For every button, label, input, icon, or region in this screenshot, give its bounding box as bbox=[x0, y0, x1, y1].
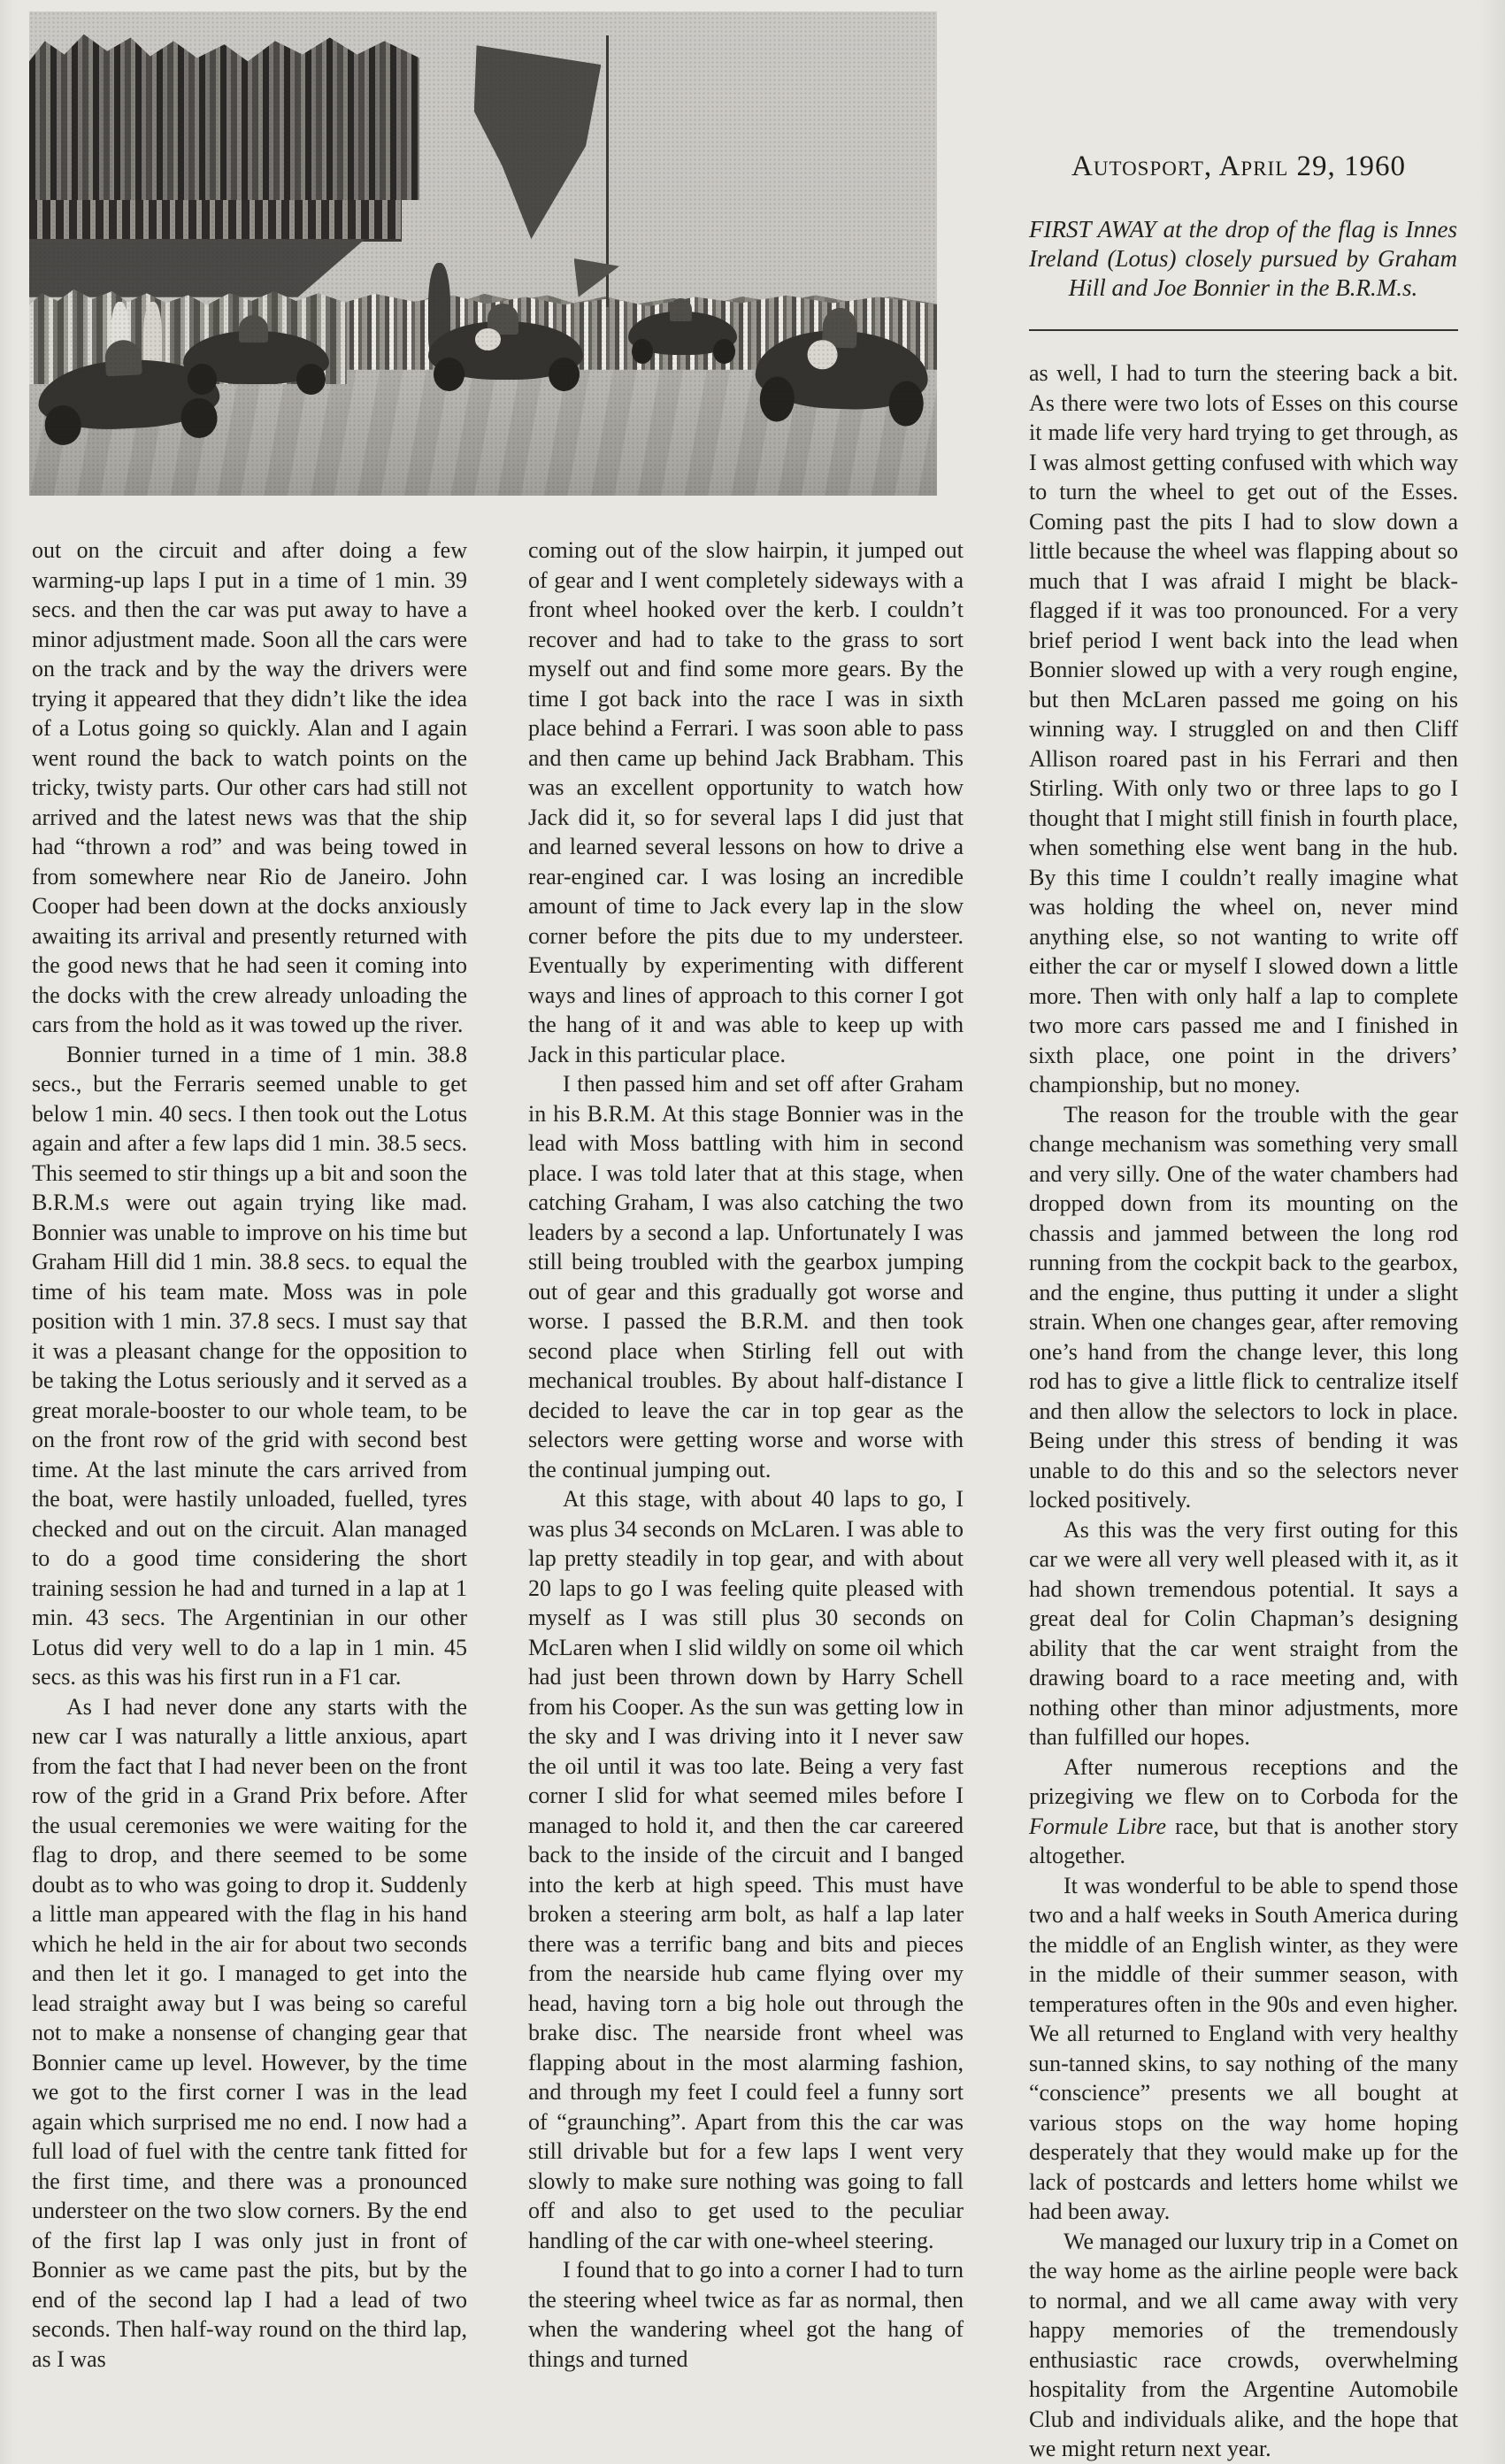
body-paragraph: I then passed him and set off after Graham in his B.R.M. At this stage Bonnier was in the lead with Moss battling with him in second place. I was told later that at this stage, when catching Graham, I was also catching the two leaders by a second a lap. Unfortunately I was still being troubled with the gearbox jumping out of gear and this gradually got worse and worse. I passed the B.R.M. and then took second place when Stirling fell out with mechanical troubles. By about half-distance I decided to leave the car in top gear as the selectors were getting worse and worse with the continual jumping out. bbox=[528, 1071, 964, 1482]
body-paragraph: After numerous receptions and the prizegiving we flew on to Corboda for the Formule Libre race, but that is another story altogether. bbox=[1029, 1753, 1458, 1868]
body-paragraph: We managed our luxury trip in a Comet on the way home as the airline people were back to normal, and we all came away with very happy memories of the tremendously enthusiastic race crowds, overwhelming hospitality from the Argentine Automobile Club and individuals alike, and the hope that we might return next year. bbox=[1029, 2228, 1458, 2461]
body-paragraph: It was wonderful to be able to spend those two and a half weeks in South America during the middle of an English winter, as they were in the middle of their summer season, with temperatures often in the 90s and even higher. We all returned to England with very healthy sun-tanned skins, to say nothing of the many “conscience” presents we all bought at various stops on the way home hoping desperately that they would make up for the lack of postcards and letters home whilst we had been away. bbox=[1029, 1872, 1458, 2224]
body-paragraph: out on the circuit and after doing a few warming-up laps I put in a time of 1 min. 39 secs. and then the car was put away to have a minor adjustment made. Soon all the cars were on the track and by the way the drivers were trying it appeared that they didn’t like the idea of a Lotus going so quickly. Alan and I again went round the back to watch points on the tricky, twisty parts. Our other cars had still not arrived and the latest news was that the ship had “thrown a rod” and was being towed in from somewhere near Rio de Janeiro. John Cooper had been down at the docks anxiously awaiting its arrival and presently returned with the good news that he had seen it coming into the docks with the crew already unloading the cars from the hold as it was towed up the river. bbox=[32, 537, 467, 1037]
body-paragraph: as well, I had to turn the steering back a bit. As there were two lots of Esses on this course it made life very hard trying to get through, as I was almost getting confused with which way to turn the wheel to get out of the Esses. Coming past the pits I had to slow down a little because the wheel was flapping about so much that I was afraid I might be black-flagged if it was too pronounced. For a very brief period I went back into the lead when Bonnier slowed up with a very rough engine, but then McLaren passed me going on his winning way. I struggled on and then Cliff Allison roared past in his Ferrari and then Stirling. With only two or three laps to go I thought that I might still finish in fourth place, when something else went bang in the hub. By this time I couldn’t really imagine what was holding the wheel on, never mind anything else, so not wanting to write off either the car or myself I slowed down a little more. Then with only half a lap to complete two more cars passed me and I finished in sixth place, one point in the drivers’ championship, but no money. bbox=[1029, 360, 1458, 1097]
body-paragraph: coming out of the slow hairpin, it jumped out of gear and I went completely sideways with a front wheel hooked over the kerb. I couldn’t recover and had to take to the grass to sort myself out and find some more gears. By the time I got back into the race I was in sixth place behind a Ferrari. I was soon able to pass and then came up behind Jack Brabham. This was an excellent opportunity to watch how Jack did it, so for several laps I did just that and learned several lessons on how to drive a rear-engined car. I was losing an incredible amount of time to Jack every lap in the slow corner before the pits due to my understeer. Eventually by experimenting with different ways and lines of approach to this corner I got the hang of it and was able to keep up with Jack in this particular place. bbox=[528, 537, 964, 1067]
body-paragraph: As this was the very first outing for this car we were all very well pleased with it, as it had shown tremendous potential. It says a great deal for Colin Chapman’s designing ability that the car went straight from the drawing board to a race meeting and, with nothing other than minor adjustments, more than fulfilled our hopes. bbox=[1029, 1516, 1458, 1750]
grandstand-structure bbox=[29, 239, 365, 297]
text-column-middle bbox=[528, 535, 964, 2374]
masthead: Autosport, April 29, 1960 bbox=[1071, 150, 1406, 182]
text-column-right bbox=[1029, 358, 1458, 2464]
text-column-left bbox=[32, 535, 467, 2374]
race-start-photo bbox=[29, 12, 937, 496]
grandstand-crowd bbox=[29, 31, 419, 200]
body-paragraph: As I had never done any starts with the new car I was naturally a little anxious, apart from the fact that I had never been on the front row of the grid in a Grand Prix before. After the usual ceremonies we were waiting for the flag to drop, and there seemed to be some doubt as to who was going to drop it. Suddenly a little man appeared with the flag in his hand which he held in the air for about two seconds and then let it go. I managed to get into the lead straight away but I was being so careful not to make a nonsense of changing gear that Bonnier came up level. However, by the time we got to the first corner I was in the lead again which surprised me no end. I now had a full load of fuel with the centre tank fitted for the first time, and there was a pronounced understeer on the two slow corners. By the end of the first lap I was only just in front of Bonnier as we came past the pits, but by the end of the second lap I had a lead of two seconds. Then half-way round on the third lap, as I was bbox=[32, 1693, 467, 2372]
photo-caption: FIRST AWAY at the drop of the flag is Innes Ireland (Lotus) closely pursued by Graham Hill and Joe Bonnier in the B.R.M.s. bbox=[1029, 216, 1457, 301]
body-paragraph: Bonnier turned in a time of 1 min. 38.8 secs., but the Ferraris seemed unable to get below 1 min. 40 secs. I then took out the Lotus again and after a few laps did 1 min. 38.5 secs. This seemed to stir things up a bit and soon the B.R.M.s were out again trying like mad. Bonnier was unable to improve on his time but Graham Hill did 1 min. 38.8 secs. to equal the time of his team mate. Moss was in pole position with 1 min. 37.8 secs. I must say that it was a pleasant change for the opposition to be taking the Lotus seriously and it served as a great morale-booster to our whole team, to be on the front row of the grid with second best time. At the last minute the cars arrived from the boat, were hastily unloaded, fuelled, tyres checked and out on the circuit. Alan managed to do a good time considering the short training session he had and turned in a lap at 1 min. 43 secs. The Argentinian in our other Lotus did very well to do a lap in 1 min. 45 secs. as this was his first run in a F1 car. bbox=[32, 1041, 467, 1690]
flag bbox=[474, 45, 602, 239]
race-car bbox=[628, 312, 737, 355]
race-car bbox=[183, 331, 328, 384]
body-paragraph: At this stage, with about 40 laps to go, I was plus 34 seconds on McLaren. I was able to lap pretty steadily in top gear, and with about 20 laps to go I was feeling quite pleased with myself as I was still plus 30 seconds on McLaren when I slid wildly on some oil which had just been thrown down by Harry Schell from his Cooper. As the sun was getting low in the sky and I was driving into it I never saw the oil until it was too late. Being a very fast corner I slid for what seemed miles before I managed to hold it, and then the car careered back to the inside of the circuit and I banged into the kerb at high speed. This must have broken a steering arm bolt, as half a lap later there was a terrific bang and bits and pieces from the nearside hub came flying over my head, having torn a big hole out through the brake disc. The nearside front wheel was flapping about in the most alarming fashion, and through my feet I could feel a funny sort of “graunching”. Apart from this the car was still drivable but for a few laps I went very slowly to make sure nothing was going to fall off and also to get used to the peculiar handling of the car with one-wheel steering. bbox=[528, 1486, 964, 2253]
body-paragraph: I found that to go into a corner I had to turn the steering wheel twice as far as normal, then when the wandering wheel got the hang of things and turned bbox=[528, 2257, 964, 2372]
divider-rule bbox=[1029, 329, 1458, 331]
race-car bbox=[754, 328, 929, 412]
body-paragraph: The reason for the trouble with the gear change mechanism was something very small and very silly. One of the water chambers had dropped down from its mounting on the chassis and jammed between the long rod running from the cockpit back to the gearbox, and the engine, thus putting it under a slight strain. When one changes gear, after removing one’s hand from the change lever, this long rod has to give a little flick to centralize itself and then allow the selectors to lock in place. Being under this stress of bending it was unable to do this and so the selectors never locked positively. bbox=[1029, 1101, 1458, 1513]
grandstand-railing bbox=[29, 200, 402, 239]
race-car bbox=[428, 321, 582, 380]
marshal-flag bbox=[574, 258, 619, 297]
